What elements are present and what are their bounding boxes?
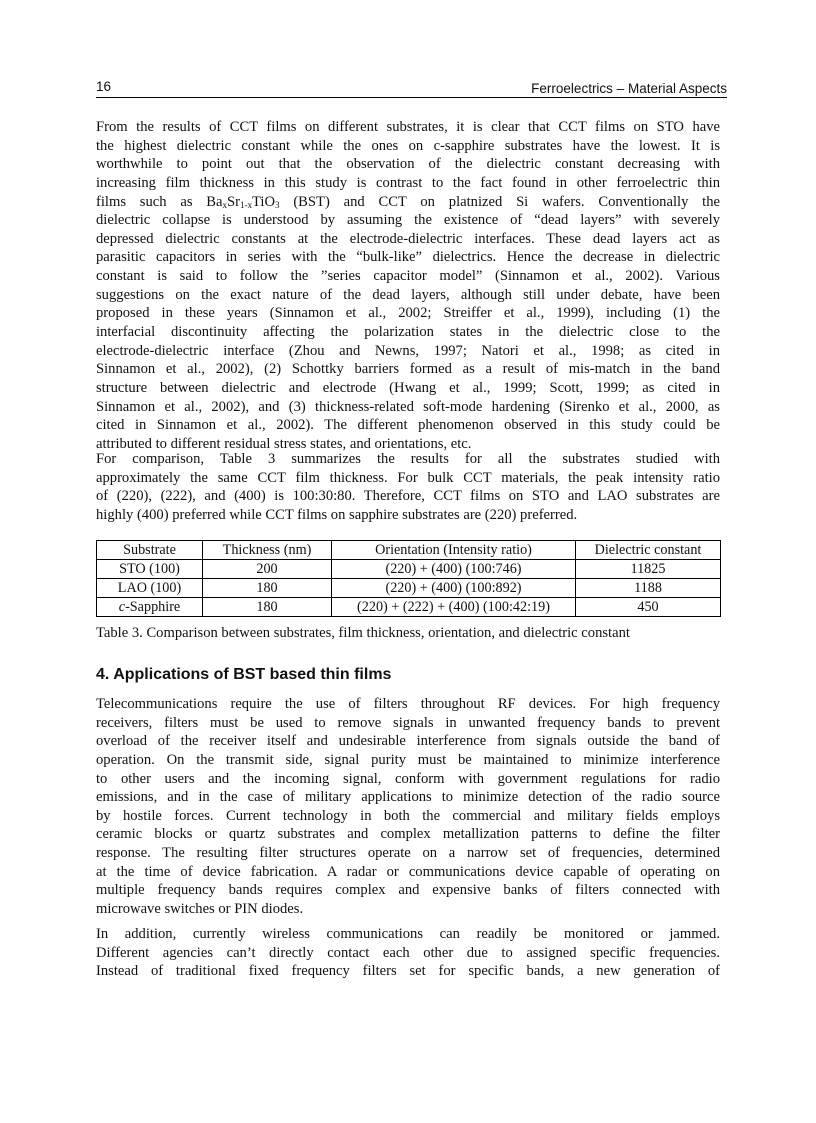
paragraph-dead-layers xyxy=(96,118,720,454)
substrate-name: -Sapphire xyxy=(125,599,181,615)
text-line: to other users and the incoming signal, conform with government regulations for radio xyxy=(96,770,720,787)
formula-text: (BST) and CCT on platnized Si wafers. Conventionally the xyxy=(279,193,720,210)
formula-subscript: 3 xyxy=(275,199,280,210)
substrate-prefix: c xyxy=(118,599,126,615)
page-number: 16 xyxy=(96,79,112,94)
running-title: Ferroelectrics – Material Aspects xyxy=(531,81,727,96)
cell-substrate xyxy=(97,598,203,617)
table-caption: Table 3. Comparison between substrates, film thickness, orientation, and dielectric constant xyxy=(96,625,630,641)
table-header-row xyxy=(97,541,721,560)
text-line: microwave switches or PIN diodes. xyxy=(96,901,304,918)
cell-substrate xyxy=(97,579,203,598)
text-line: response. The resulting filter structures operate on a narrow set of frequencies, determined xyxy=(96,845,720,862)
text-line: multiple frequency bands requires complex and expensive banks of filters connected with xyxy=(96,882,720,899)
header-dielectric: Dielectric constant xyxy=(576,541,721,560)
text-line: the highest dielectric constant while the ones on c-sapphire substrates have the lowest. It is xyxy=(96,137,720,154)
page-header xyxy=(96,79,727,98)
substrate-name: STO (100) xyxy=(119,561,180,577)
cell-orientation: (220) + (400) (100:892) xyxy=(332,579,576,598)
text-line: interfacial discontinuity affecting the polarization states in the dielectric close to the xyxy=(96,324,720,341)
substrate-name: LAO (100) xyxy=(117,580,182,596)
formula-subscript: x xyxy=(222,199,228,210)
cell-thickness: 200 xyxy=(203,560,332,579)
text-line xyxy=(96,193,720,212)
text-line: ceramic blocks or quartz substrates and complex metallization patterns to define the filter xyxy=(96,826,720,843)
cell-thickness: 180 xyxy=(203,598,332,617)
text-line: suggestions on the exact nature of the dead layers, although still under debate, have been xyxy=(96,286,720,303)
table-row xyxy=(97,560,721,579)
text-line: operation. On the transmit side, signal purity must be maintained to minimize interference xyxy=(96,751,720,768)
formula-text: TiO xyxy=(252,193,276,210)
text-line: Different agencies can’t directly contact each other due to assigned specific frequencies. xyxy=(96,944,720,961)
header-substrate: Substrate xyxy=(97,541,203,560)
text-line: receivers, filters must be used to remove signals in unwanted frequency bands to prevent xyxy=(96,714,720,731)
formula-text: films such as Ba xyxy=(96,193,223,210)
text-line: at the time of device fabrication. A radar or communications device capable of operating on xyxy=(96,863,720,880)
text-line: Instead of traditional fixed frequency filters set for specific bands, a new generation of xyxy=(96,963,720,980)
text-line: In addition, currently wireless communications can readily be monitored or jammed. xyxy=(96,926,720,942)
text-line: Telecommunications require the use of filters throughout RF devices. For high frequency xyxy=(96,696,720,712)
text-line: Sinnamon et al., 2002), (2) Schottky barriers formed as a result of mis-match in the band xyxy=(96,361,720,378)
text-line: increasing film thickness in this study is contrast to the fact found in other ferroelectric thin xyxy=(96,174,720,191)
cell-dielectric: 1188 xyxy=(576,579,721,598)
header-thickness: Thickness (nm) xyxy=(203,541,332,560)
text-line: overload of the receiver itself and undesirable interference from signals outside the band of xyxy=(96,733,720,750)
text-line: constant is said to follow the ”series capacitor model” (Sinnamon et al., 2002). Various xyxy=(96,268,720,285)
table-3 xyxy=(96,540,721,617)
text-line: of (220), (222), and (400) is 100:30:80. Therefore, CCT films on STO and LAO substrates are xyxy=(96,488,720,505)
text-line: From the results of CCT films on different substrates, it is clear that CCT films on STO have xyxy=(96,119,720,135)
paragraph-comparison xyxy=(96,450,720,525)
text-line: parasitic capacitors in series with the “bulk-like” dielectrics. Hence the decrease in dielectric xyxy=(96,249,720,266)
cell-orientation: (220) + (400) (100:746) xyxy=(332,560,576,579)
paragraph-wireless xyxy=(96,925,720,981)
text-line: Sinnamon et al., 2002), and (3) thickness-related soft-mode hardening (Sirenko et al., 2000, as xyxy=(96,398,720,415)
text-line: emissions, and in the case of military applications to minimize detection of the radio source xyxy=(96,789,720,806)
cell-thickness: 180 xyxy=(203,579,332,598)
text-line: For comparison, Table 3 summarizes the results for all the substrates studied with xyxy=(96,451,720,467)
text-line: attributed to different residual stress states, and orientations, etc. xyxy=(96,435,472,452)
text-line: by hostile forces. Current technology in both the commercial and military fields employs xyxy=(96,807,720,824)
text-line: worthwhile to point out that the observation of the dielectric constant decreasing with xyxy=(96,156,720,173)
text-line: cited in Sinnamon et al., 2002). The different phenomenon observed in this study could be xyxy=(96,417,720,434)
formula-text: Sr xyxy=(227,193,241,210)
text-line: electrode-dielectric interface (Zhou and Newns, 1997; Natori et al., 1998; as cited in xyxy=(96,342,720,359)
cell-substrate xyxy=(97,560,203,579)
paragraph-telecom-filters xyxy=(96,695,720,919)
formula-subscript: 1-x xyxy=(240,199,253,210)
text-line: depressed dielectric constants at the electrode-dielectric interfaces. These dead layers act as xyxy=(96,230,720,247)
text-line: approximately the same CCT film thickness. For bulk CCT materials, the peak intensity ratio xyxy=(96,469,720,486)
table-row xyxy=(97,598,721,617)
cell-dielectric: 450 xyxy=(576,598,721,617)
cell-orientation: (220) + (222) + (400) (100:42:19) xyxy=(332,598,576,617)
section-heading: 4. Applications of BST based thin films xyxy=(96,666,392,683)
text-line: highly (400) preferred while CCT films on sapphire substrates are (220) preferred. xyxy=(96,506,578,523)
text-line: dielectric collapse is understood by assuming the existence of “dead layers” with severely xyxy=(96,212,720,229)
cell-dielectric: 11825 xyxy=(576,560,721,579)
text-line: structure between dielectric and electrode (Hwang et al., 1999; Scott, 1999; as cited in xyxy=(96,379,720,396)
text-line: proposed in these years (Sinnamon et al., 2002; Streiffer et al., 1999), including (1) the xyxy=(96,305,720,322)
table-row xyxy=(97,579,721,598)
header-orientation: Orientation (Intensity ratio) xyxy=(332,541,576,560)
